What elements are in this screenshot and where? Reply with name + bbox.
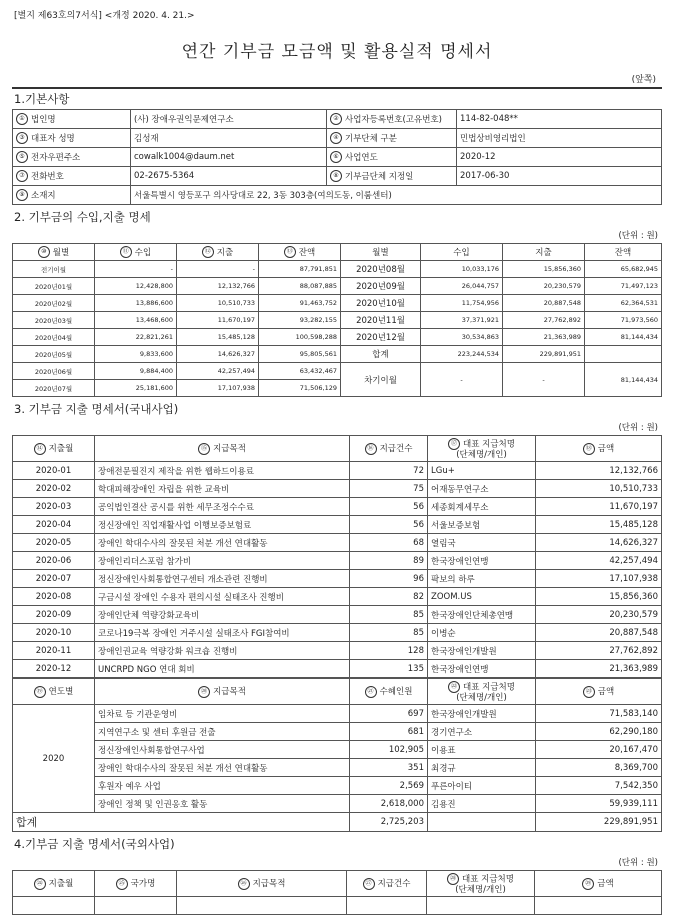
table-cell: 96 [350,570,428,588]
table-cell: 경기연구소 [428,723,536,741]
table-cell: 71,497,123 [585,278,662,295]
table-row [13,329,662,346]
table-cell: 이용표 [428,741,536,759]
table-row [13,534,662,552]
info-row: ⑦ 전화번호 02-2675-5364 ⑧ 기부금단체 지정일 2017-06-30 [13,167,662,186]
form-header [14,8,662,21]
domestic-expense-table [12,435,662,678]
table-cell: 26,044,757 [421,278,503,295]
table-cell: - [177,261,259,278]
table-cell: 17,107,938 [536,570,662,588]
info-row: ① 법인명 (사) 장애우권익문제연구소 ② 사업자등록번호(고유번호) 114-82-048** [13,110,662,129]
table-row [13,777,662,795]
field-label: 기부단체 구분 [345,133,397,144]
table-cell: 2020년04월 [13,329,95,346]
section4-title: 4.기부금 지출 명세서(국외사업) [14,837,175,851]
table-row [13,462,662,480]
table-row [13,723,662,741]
table-row [13,606,662,624]
table-cell: 91,463,752 [259,295,341,312]
table-cell: 한국장애인개발원 [428,642,536,660]
table-cell: 공익법인결산 공시를 위한 세무조정수수료 [95,498,350,516]
table-cell: 장애인 학대수사의 잘못된 처분 개선 연대활동 [95,534,350,552]
table-cell: 20,230,579 [536,606,662,624]
table-cell: 10,510,733 [177,295,259,312]
table-cell: 이병순 [428,624,536,642]
table-cell: 68 [350,534,428,552]
table-cell: 351 [350,759,428,777]
table-row [13,642,662,660]
field-value: 2020-12 [457,148,662,167]
table-cell: 2020-08 [13,588,95,606]
section2-title: 2. 기부금의 수입,지출 명세 [14,210,151,224]
table-cell: 229,891,951 [503,346,585,363]
table-cell: 27,762,892 [536,642,662,660]
table-cell: 10,510,733 [536,480,662,498]
section1-title: 1.기본사항 [14,92,70,106]
table-cell: 2020-06 [13,552,95,570]
table-cell: 14,626,327 [536,534,662,552]
table-cell: 13,886,600 [95,295,177,312]
table-header-row: ⑲ 연도별 ⑳ 지급목적 ㉑ 수혜인원 ㉒ 대표 지급처명 (단체명/개인) ㉓ 금액 [13,679,662,705]
page-side-note: (앞쪽) [631,75,656,85]
table-row [13,795,662,813]
table-cell: 2020년07월 [13,380,95,397]
table-row [13,660,662,678]
table-cell: UNCRPD NGO 연대 회비 [95,660,350,678]
table-cell: 12,132,766 [177,278,259,295]
table-cell: 13,468,600 [95,312,177,329]
total-row [13,813,662,832]
table-cell: 어재동무연구소 [428,480,536,498]
table-cell: 72 [350,462,428,480]
table-cell: 20,887,548 [536,624,662,642]
table-cell: 한국장애인연맹 [428,552,536,570]
field-label: 소재지 [31,190,56,201]
table-cell: 2020년10월 [341,295,421,312]
table-cell: 세종회계세무소 [428,498,536,516]
table-cell: 최경규 [428,759,536,777]
field-value: (사) 장애우권익문제연구소 [131,110,327,129]
table-row [13,261,662,278]
table-cell: 2020년01월 [13,278,95,295]
table-cell: 135 [350,660,428,678]
field-value: 114-82-048** [457,110,662,129]
table-cell: 2020-07 [13,570,95,588]
unit-note: (단위 : 원) [618,231,658,241]
field-label: 법인명 [31,114,56,125]
table-cell: 223,244,534 [421,346,503,363]
table-row [13,516,662,534]
table-cell: 장애인 정책 및 인권옹호 활동 [95,795,350,813]
table-cell: 56 [350,498,428,516]
table-cell: 차기이월 [341,363,421,397]
table-cell: 김용진 [428,795,536,813]
unit-note: (단위 : 원) [618,423,658,433]
table-cell: 100,598,288 [259,329,341,346]
table-cell: 학대피해장애인 자립을 위한 교육비 [95,480,350,498]
table-cell: 71,506,129 [259,380,341,397]
table-cell: 2,569 [350,777,428,795]
table-cell: 11,670,197 [177,312,259,329]
table-cell: 장애전문필진지 제작을 위한 웹하드이용료 [95,462,350,480]
table-cell: 2020년12월 [341,329,421,346]
table-cell: 장애인단체 역량강화교육비 [95,606,350,624]
table-cell: 정신장애인 직업재활사업 이행보증보험료 [95,516,350,534]
table-cell: 12,428,800 [95,278,177,295]
form-number: [별지 제63호의7서식] [14,11,102,21]
table-cell: - [95,261,177,278]
table-cell: 2,618,000 [350,795,428,813]
table-cell: 2020-02 [13,480,95,498]
table-cell: 2020-11 [13,642,95,660]
table-cell: - [421,363,503,397]
table-row [13,552,662,570]
info-row: ③ 대표자 성명 김성재 ④ 기부단체 구분 민법상비영리법인 [13,129,662,148]
table-cell: 8,369,700 [536,759,662,777]
table-row [13,480,662,498]
info-row: ⑨ 소재지 서울특별시 영등포구 의사당대로 22, 3동 303층(여의도동, 이룸센터) [13,186,662,205]
table-cell: 9,833,600 [95,346,177,363]
table-cell: 2020년09월 [341,278,421,295]
year-cell: 2020 [13,705,95,813]
table-cell: 20,167,470 [536,741,662,759]
table-cell: 42,257,494 [177,363,259,380]
field-value: cowalk1004@daum.net [131,148,327,167]
table-cell: 95,805,561 [259,346,341,363]
table-cell: 2,725,203 [350,813,428,832]
table-cell: 81,144,434 [585,363,662,397]
table-row [13,588,662,606]
table-cell: 정신장애인사회통합연구사업 [95,741,350,759]
table-cell: 2020-04 [13,516,95,534]
table-cell: 열림국 [428,534,536,552]
table-cell: 한국장애인연맹 [428,660,536,678]
table-cell: 15,485,128 [536,516,662,534]
table-cell: 2020년08월 [341,261,421,278]
table-cell: 71,583,140 [536,705,662,723]
section3-title: 3. 기부금 지출 명세서(국내사업) [14,402,179,416]
table-cell: 85 [350,606,428,624]
table-cell: 42,257,494 [536,552,662,570]
table-cell: 한국장애인단체총연맹 [428,606,536,624]
info-row: ⑤ 전자우편주소 cowalk1004@daum.net ⑥ 사업연도 2020-12 [13,148,662,167]
table-cell: LGu+ [428,462,536,480]
field-label: 전화번호 [31,171,64,182]
table-row [13,624,662,642]
table-cell: 2020년03월 [13,312,95,329]
foreign-expense-table [12,870,662,915]
table-cell: 2020년06월 [13,363,95,380]
table-cell: 102,905 [350,741,428,759]
table-cell: 87,791,851 [259,261,341,278]
field-value: 김성재 [131,129,327,148]
table-cell: 62,290,180 [536,723,662,741]
table-cell: 한국장애인개발원 [428,705,536,723]
table-cell: 681 [350,723,428,741]
table-cell: 20,887,548 [503,295,585,312]
table-cell: 89 [350,552,428,570]
field-value: 2017-06-30 [457,167,662,186]
table-cell: 전기이월 [13,261,95,278]
table-cell: 합계 [341,346,421,363]
table-cell: 30,534,863 [421,329,503,346]
field-value: 02-2675-5364 [131,167,327,186]
table-row [13,363,662,380]
table-cell: 82 [350,588,428,606]
table-cell: 63,432,467 [259,363,341,380]
table-cell [585,346,662,363]
table-row [13,705,662,723]
table-cell: 후원자 예우 사업 [95,777,350,795]
table-row [13,295,662,312]
table-cell: ZOOM.US [428,588,536,606]
empty-row [13,897,662,915]
table-cell: 9,884,400 [95,363,177,380]
table-cell: 22,821,261 [95,329,177,346]
yearly-expense-table [12,678,662,832]
field-value: 민법상비영리법인 [457,129,662,148]
table-cell: 59,939,111 [536,795,662,813]
document-page [12,0,662,915]
revision-note: <개정 2020. 4. 21.> [104,11,195,21]
table-cell: 85 [350,624,428,642]
table-cell: 93,282,155 [259,312,341,329]
table-cell: 15,856,360 [503,261,585,278]
table-row [13,741,662,759]
table-cell: 팍보의 하루 [428,570,536,588]
basic-info-table [12,109,662,205]
table-cell: 62,364,531 [585,295,662,312]
table-cell: 88,087,885 [259,278,341,295]
table-cell: 20,230,579 [503,278,585,295]
income-expense-table [12,243,662,397]
table-cell: 25,181,600 [95,380,177,397]
table-cell: 21,363,989 [503,329,585,346]
table-cell: 장애인리더스포럼 참가비 [95,552,350,570]
table-cell: 128 [350,642,428,660]
table-cell: 장애인 학대수사의 잘못된 처분 개선 연대활동 [95,759,350,777]
table-cell: 697 [350,705,428,723]
table-cell: 15,856,360 [536,588,662,606]
table-cell: 2020-05 [13,534,95,552]
field-label: 기부금단체 지정일 [345,171,414,182]
table-cell: 27,762,892 [503,312,585,329]
field-label: 사업연도 [345,152,378,163]
table-row [13,346,662,363]
table-cell: 11,754,956 [421,295,503,312]
table-cell: 서울보증보험 [428,516,536,534]
table-row [13,759,662,777]
table-cell [428,813,536,832]
table-cell: 임차료 등 기관운영비 [95,705,350,723]
table-cell: 15,485,128 [177,329,259,346]
table-cell: 2020년05월 [13,346,95,363]
table-cell: 2020년11월 [341,312,421,329]
table-cell: 푸른아이티 [428,777,536,795]
table-cell: 21,363,989 [536,660,662,678]
field-label: 사업자등록번호(고유번호) [345,114,442,125]
table-cell: 17,107,938 [177,380,259,397]
field-label: 전자우편주소 [31,152,81,163]
table-cell: 56 [350,516,428,534]
table-cell: 장애인권교육 역량강화 워크숍 진행비 [95,642,350,660]
table-cell: 7,542,350 [536,777,662,795]
table-header-row: ㉔ 지출월 ㉕ 국가명 ㉖ 지급목적 ㉗ 지급건수 ㉘ 대표 지급처명 (단체명/개인) ㉙ 금액 [13,871,662,897]
table-cell: 37,371,921 [421,312,503,329]
unit-note: (단위 : 원) [618,858,658,868]
table-row [13,570,662,588]
table-cell: 2020-10 [13,624,95,642]
table-cell: 2020-03 [13,498,95,516]
table-cell: 합계 [13,813,350,832]
table-cell: 2020-01 [13,462,95,480]
table-row [13,498,662,516]
table-cell: 지역연구소 및 센터 후원금 전출 [95,723,350,741]
table-cell: 65,682,945 [585,261,662,278]
table-row [13,278,662,295]
table-cell: 81,144,434 [585,329,662,346]
table-cell: 71,973,560 [585,312,662,329]
table-header-row: ⑩ 월별 ⑪ 수입 ⑫ 지출 ⑬ 잔액 월별 수입 지출 잔액 [13,244,662,261]
table-cell: - [503,363,585,397]
table-cell: 구금시설 장애인 수용자 편의시설 실태조사 진행비 [95,588,350,606]
table-cell: 12,132,766 [536,462,662,480]
table-cell: 75 [350,480,428,498]
table-cell: 2020년02월 [13,295,95,312]
table-cell: 코로나19극복 장애인 거주시설 실태조사 FGI참여비 [95,624,350,642]
address-value: 서울특별시 영등포구 의사당대로 22, 3동 303층(여의도동, 이룸센터) [131,186,662,205]
table-cell: 10,033,176 [421,261,503,278]
table-cell: 11,670,197 [536,498,662,516]
table-cell: 2020-12 [13,660,95,678]
page-title: 연간 기부금 모금액 및 활용실적 명세서 [181,42,493,62]
table-cell: 2020-09 [13,606,95,624]
table-cell: 정신장애인사회통합연구센터 개소관련 진행비 [95,570,350,588]
field-label: 대표자 성명 [31,133,75,144]
table-header-row: ⑭ 지출월 ⑮ 지급목적 ⑯ 지급건수 ⑰ 대표 지급처명 (단체명/개인) ⑱ 금액 [13,436,662,462]
table-row [13,312,662,329]
table-cell: 14,626,327 [177,346,259,363]
table-cell: 229,891,951 [536,813,662,832]
